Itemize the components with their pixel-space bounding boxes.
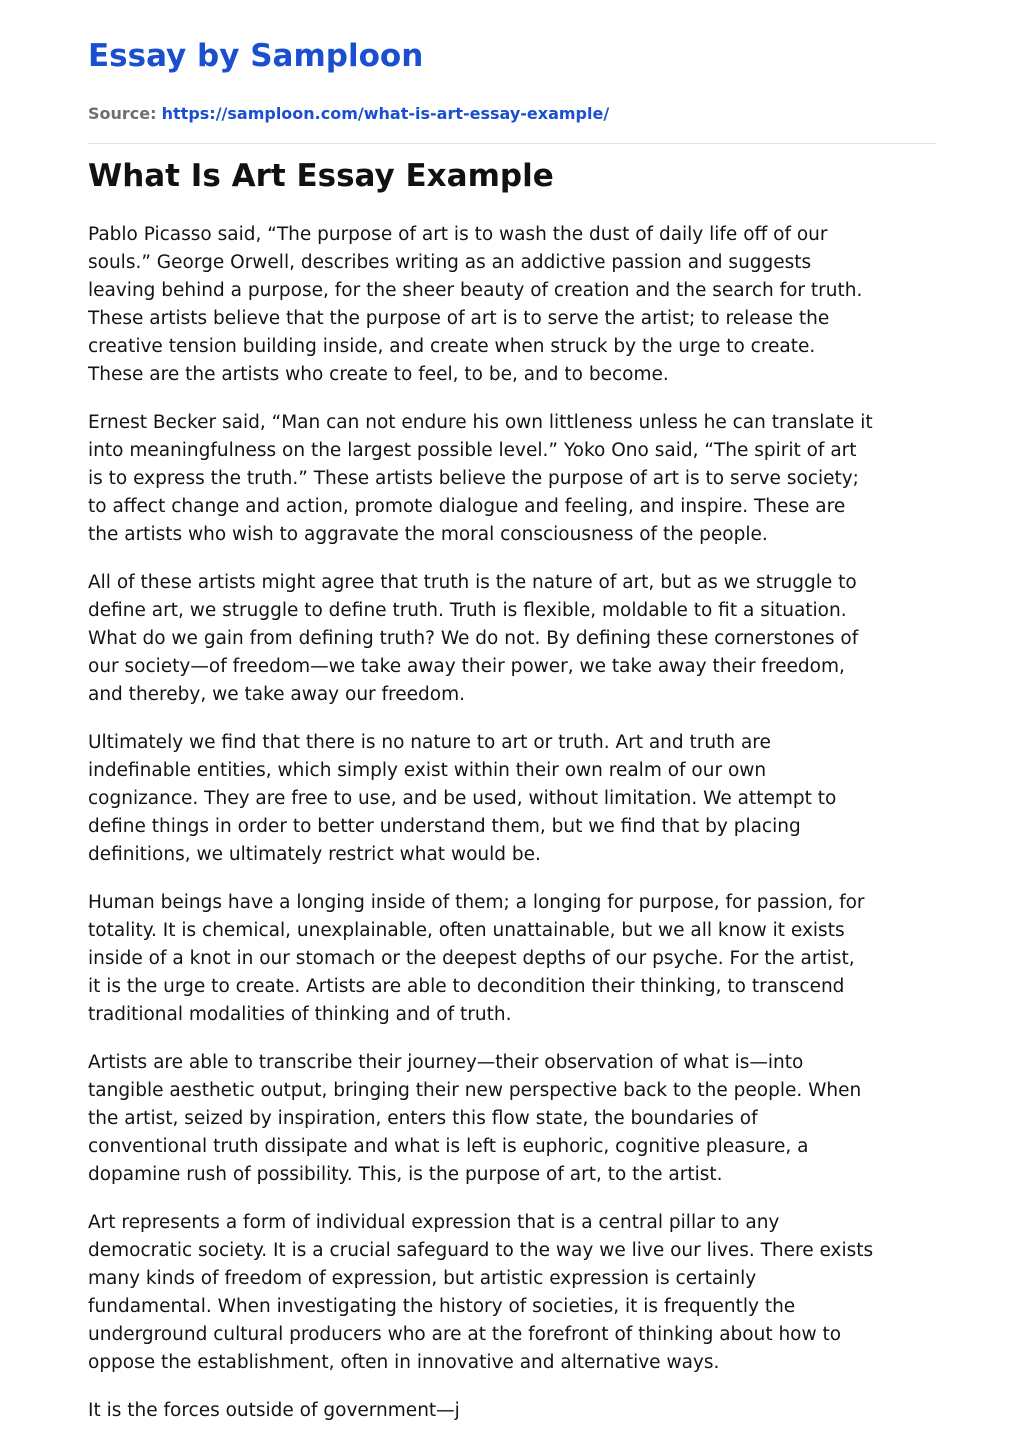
- essay-paragraph: [88, 889, 948, 1029]
- paragraph-line: define things in order to better understand them, but we find that by placing: [88, 816, 801, 837]
- paragraph-line: Art represents a form of individual expression that is a central pillar to any: [88, 1212, 780, 1233]
- paragraph-line: These artists believe that the purpose of art is to serve the artist; to release the: [88, 308, 830, 329]
- paragraph-line: definitions, we ultimately restrict what would be.: [88, 844, 541, 865]
- paragraph-line: Ernest Becker said, “Man can not endure his own littleness unless he can translate it: [88, 412, 873, 433]
- paragraph-line: tangible aesthetic output, bringing their new perspective back to the people. When: [88, 1080, 862, 1101]
- paragraph-line: cognizance. They are free to use, and be used, without limitation. We attempt to: [88, 788, 837, 809]
- paragraph-line: indefinable entities, which simply exist within their own realm of our own: [88, 760, 767, 781]
- paragraph-line: the artist, seized by inspiration, enters this flow state, the boundaries of: [88, 1108, 758, 1129]
- paragraph-line: creative tension building inside, and create when struck by the urge to create.: [88, 336, 816, 357]
- paragraph-line: All of these artists might agree that truth is the nature of art, but as we struggle to: [88, 572, 857, 593]
- paragraph-line: define art, we struggle to define truth. Truth is flexible, moldable to fit a situation.: [88, 600, 847, 621]
- paragraph-line: democratic society. It is a crucial safeguard to the way we live our lives. There exists: [88, 1240, 874, 1261]
- essay-body: [88, 221, 948, 1445]
- paragraph-line: to affect change and action, promote dialogue and feeling, and inspire. These are: [88, 496, 846, 517]
- paragraph-line: Ultimately we find that there is no nature to art or truth. Art and truth are: [88, 732, 771, 753]
- paragraph-line: many kinds of freedom of expression, but artistic expression is certainly: [88, 1268, 757, 1289]
- paragraph-line: is to express the truth.” These artists believe the purpose of art is to serve society;: [88, 468, 859, 489]
- paragraph-line: totality. It is chemical, unexplainable, often unattainable, but we all know it exists: [88, 920, 845, 941]
- paragraph-line: it is the urge to create. Artists are able to decondition their thinking, to transcend: [88, 976, 845, 997]
- source-label: Source:: [88, 104, 157, 123]
- paragraph-line: fundamental. When investigating the history of societies, it is frequently the: [88, 1296, 796, 1317]
- paragraph-line: souls.” George Orwell, describes writing as an addictive passion and suggests: [88, 252, 812, 273]
- essay-paragraph: [88, 221, 948, 389]
- paragraph-line: Human beings have a longing inside of them; a longing for purpose, for passion, for: [88, 892, 865, 913]
- paragraph-line: dopamine rush of possibility. This, is the purpose of art, to the artist.: [88, 1164, 723, 1185]
- paragraph-line: oppose the establishment, often in innovative and alternative ways.: [88, 1352, 720, 1373]
- essay-paragraph: [88, 1397, 948, 1425]
- paragraph-line: leaving behind a purpose, for the sheer beauty of creation and the search for truth.: [88, 280, 863, 301]
- paragraph-line: It is the forces outside of government—j: [88, 1400, 460, 1421]
- essay-paragraph: [88, 729, 948, 869]
- paragraph-line: the artists who wish to aggravate the moral consciousness of the people.: [88, 524, 768, 545]
- essay-paragraph: [88, 409, 948, 549]
- source-link[interactable]: https://samploon.com/what-is-art-essay-example/: [161, 104, 610, 123]
- paragraph-line: conventional truth dissipate and what is left is euphoric, cognitive pleasure, a: [88, 1136, 809, 1157]
- paragraph-line: These are the artists who create to feel, to be, and to become.: [88, 364, 669, 385]
- essay-title: What Is Art Essay Example: [88, 158, 554, 194]
- paragraph-line: and thereby, we take away our freedom.: [88, 684, 465, 705]
- site-title: Essay by Samploon: [88, 38, 424, 74]
- paragraph-line: into meaningfulness on the largest possible level.” Yoko Ono said, “The spirit of art: [88, 440, 857, 461]
- essay-paragraph: [88, 1209, 948, 1377]
- paragraph-line: traditional modalities of thinking and of truth.: [88, 1004, 512, 1025]
- paragraph-line: inside of a knot in our stomach or the deepest depths of our psyche. For the artist,: [88, 948, 855, 969]
- header-divider: [88, 143, 936, 144]
- paragraph-line: Pablo Picasso said, “The purpose of art is to wash the dust of daily life off of our: [88, 224, 828, 245]
- paragraph-line: underground cultural producers who are at the forefront of thinking about how to: [88, 1324, 842, 1345]
- essay-paragraph: [88, 569, 948, 709]
- paragraph-line: Artists are able to transcribe their journey—their observation of what is—into: [88, 1052, 804, 1073]
- essay-paragraph: [88, 1049, 948, 1189]
- source-line: [88, 103, 609, 125]
- paragraph-line: What do we gain from defining truth? We do not. By defining these cornerstones of: [88, 628, 859, 649]
- paragraph-line: our society—of freedom—we take away their power, we take away their freedom,: [88, 656, 845, 677]
